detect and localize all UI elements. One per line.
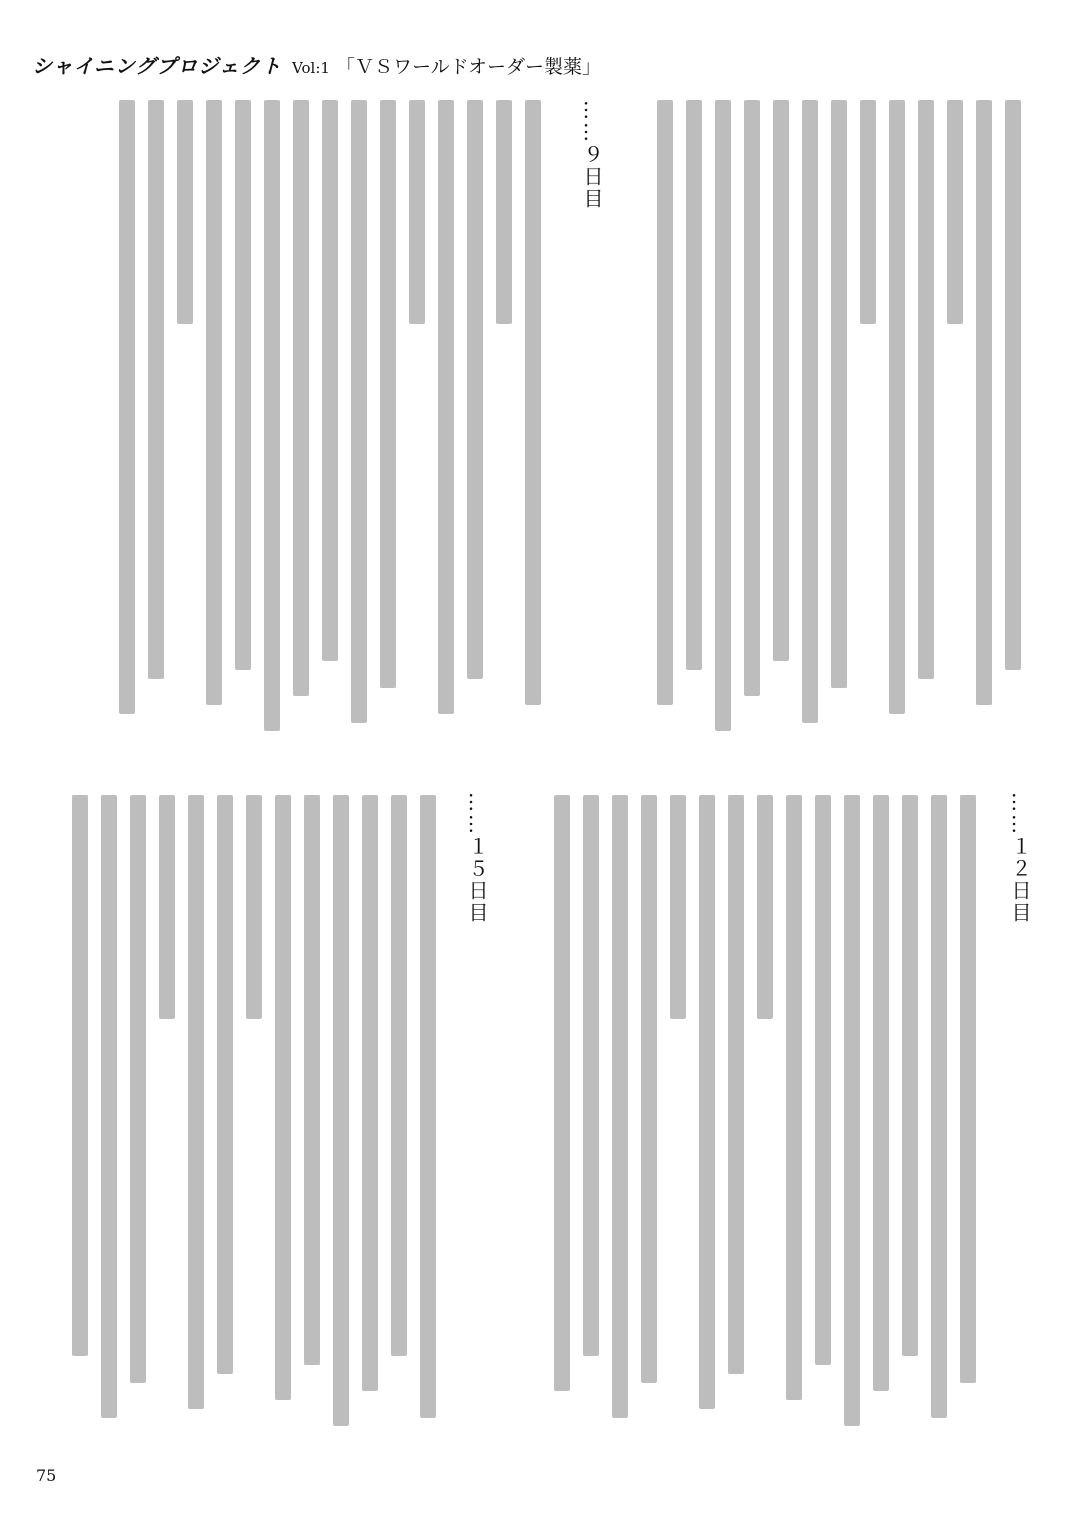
page-number: 75 xyxy=(36,1466,57,1485)
text-column-placeholder xyxy=(860,100,876,324)
text-column-placeholder xyxy=(773,100,789,661)
text-column-placeholder xyxy=(351,100,367,723)
running-header xyxy=(32,50,601,79)
text-column-placeholder xyxy=(467,100,483,679)
text-column-placeholder xyxy=(188,795,204,1409)
text-column-placeholder xyxy=(130,795,146,1383)
text-column-placeholder xyxy=(72,795,88,1356)
text-column-placeholder xyxy=(554,795,570,1391)
text-column-placeholder xyxy=(235,100,251,670)
text-column-placeholder xyxy=(612,795,628,1418)
text-column-placeholder xyxy=(101,795,117,1418)
text-column-placeholder xyxy=(976,100,992,705)
text-column-placeholder xyxy=(217,795,233,1374)
text-column-placeholder xyxy=(728,795,744,1374)
text-column-placeholder xyxy=(802,100,818,723)
text-column-placeholder xyxy=(947,100,963,324)
text-column-placeholder xyxy=(918,100,934,679)
text-column-placeholder xyxy=(148,100,164,679)
chapter-subtitle: 「ＶＳワールドオーダー製薬」 xyxy=(335,56,602,78)
section-marker: ……１２日目 xyxy=(1008,792,1032,924)
text-column-placeholder xyxy=(715,100,731,731)
text-column-placeholder xyxy=(159,795,175,1019)
text-column-placeholder xyxy=(391,795,407,1356)
text-column-placeholder xyxy=(1005,100,1021,670)
text-column-placeholder xyxy=(657,100,673,705)
text-column-placeholder xyxy=(831,100,847,688)
text-column-placeholder xyxy=(744,100,760,696)
text-column-placeholder xyxy=(699,795,715,1409)
text-column-placeholder xyxy=(844,795,860,1426)
volume-label: Vol:1 xyxy=(292,59,330,77)
text-column-placeholder xyxy=(525,100,541,705)
text-column-placeholder xyxy=(362,795,378,1391)
text-column-placeholder xyxy=(380,100,396,688)
text-column-placeholder xyxy=(420,795,436,1418)
text-column-placeholder xyxy=(304,795,320,1365)
text-column-placeholder xyxy=(686,100,702,670)
text-column-placeholder xyxy=(246,795,262,1019)
text-column-placeholder xyxy=(757,795,773,1019)
text-column-placeholder xyxy=(293,100,309,696)
text-column-placeholder xyxy=(409,100,425,324)
series-title: シャイニングプロジェクト xyxy=(32,54,282,78)
text-column-placeholder xyxy=(177,100,193,324)
text-column-placeholder xyxy=(931,795,947,1418)
text-column-placeholder xyxy=(786,795,802,1400)
text-column-placeholder xyxy=(902,795,918,1356)
text-column-placeholder xyxy=(119,100,135,714)
text-column-placeholder xyxy=(641,795,657,1383)
text-column-placeholder xyxy=(438,100,454,714)
text-column-placeholder xyxy=(496,100,512,324)
text-column-placeholder xyxy=(333,795,349,1426)
section-marker: ……１５日目 xyxy=(465,792,489,924)
text-column-placeholder xyxy=(583,795,599,1356)
text-column-placeholder xyxy=(815,795,831,1365)
section-marker: ……９日目 xyxy=(580,100,604,210)
text-column-placeholder xyxy=(873,795,889,1391)
text-column-placeholder xyxy=(206,100,222,705)
text-column-placeholder xyxy=(264,100,280,731)
text-column-placeholder xyxy=(889,100,905,714)
text-column-placeholder xyxy=(960,795,976,1383)
text-column-placeholder xyxy=(275,795,291,1400)
text-column-placeholder xyxy=(670,795,686,1019)
text-column-placeholder xyxy=(322,100,338,661)
